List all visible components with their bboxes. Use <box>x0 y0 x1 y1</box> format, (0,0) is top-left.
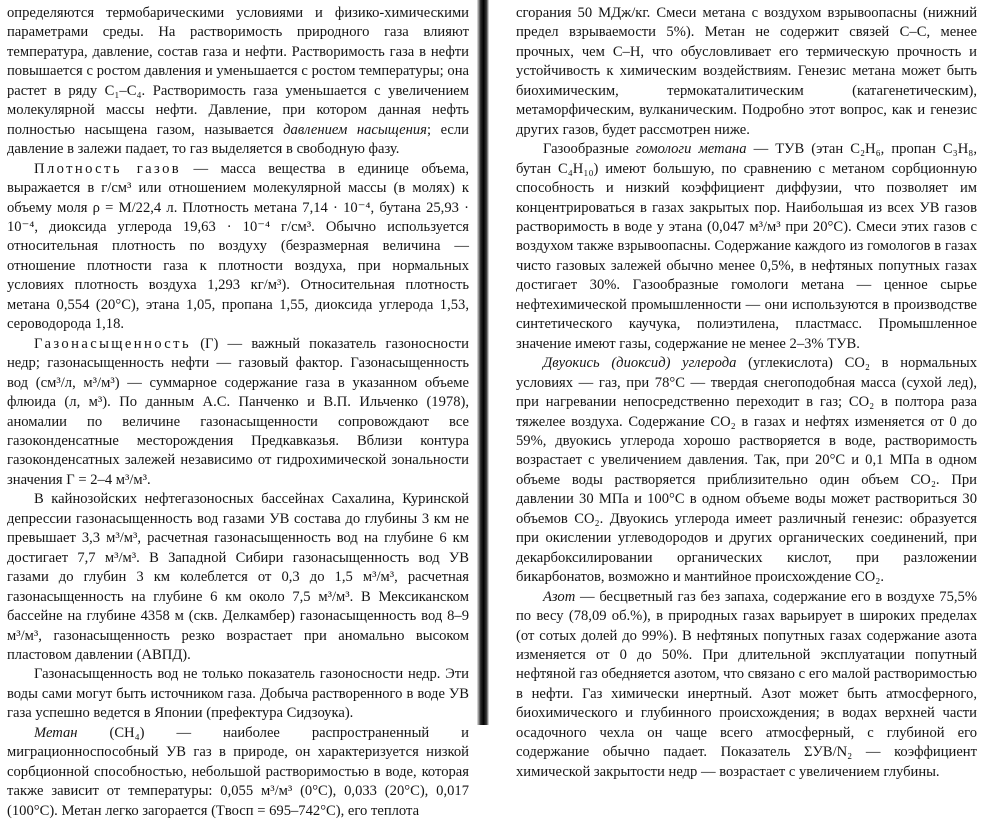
paragraph <box>7 724 469 821</box>
paragraph <box>516 140 977 354</box>
book-gutter-shadow <box>477 0 489 725</box>
paragraph-text: Газообразные <box>543 141 636 158</box>
right-page-column <box>516 4 977 782</box>
paragraph: сгорания 50 МДж/кг. Смеси метана с воздухом взрывоопасны (нижний предел взрываемости 5%). Метан не содержит связей С–С, менее прочных, чем С–Н, что обусловливает его термическую прочность и устойчивость к химическим воздействиям. Генезис метана может быть биохимическим, термокаталитическим (катагенетическим), метаморфическим, вулканическим. Подробно этот вопрос, как и генезис других газов, будет рассмотрен ниже. <box>516 5 977 138</box>
paragraph: Газонасыщенность вод не только показатель газоносности недр. Эти воды сами могут быть источником газа. Добыча растворенного в воде УВ газа успешно ведется в Японии (префектура Сидзоука). <box>7 666 469 722</box>
paragraph <box>516 588 977 783</box>
paragraph-text: — ТУВ (этан C₂H₆, пропан C₃H₈, бутан C₄H₁₀) имеют большую, по сравнению с метаном сорбционную способность и низкий коэффициент диффузии, что позволяет им концентрироваться в газах закрытых пор. Наибольшая из всех УВ газов растворимость в воде у этана (0,047 м³/м³ при 20°С). Смеси этих газов с воздухом также взрывоопасны. Содержание каждого из гомологов в газах чисто газовых залежей обычно менее 0,5%, в нефтяных попутных газах достигает 30%. Газообразные гомологи метана — ценное сырье нефтехимической промышленности — они используются в производстве синтетического каучука, полиэтилена, пластмасс. Промышленное значение имеют газы, содержание не менее 2–3% ТУВ. <box>516 141 977 352</box>
term-italic: Азот <box>543 588 576 605</box>
left-page-column <box>7 4 469 821</box>
paragraph-text: ; если давление в залежи падает, то газ выделяется в свободную фазу. <box>7 121 469 158</box>
paragraph <box>7 4 469 160</box>
paragraph <box>516 354 977 587</box>
term-italic: гомологи метана <box>635 141 747 158</box>
term-spaced: Газонасыщенность <box>34 335 192 352</box>
paragraph: В кайнозойских нефтегазоносных бассейнах Сахалина, Куринской депрессии газонасыщенность вод газами УВ состава до глубины 3 км не превышает 3,3 м³/м³, расчетная газонасыщенность вод на глубине 6 км достигает 7,7 м³/м³. В Западной Сибири газонасыщенность вод УВ газами до глубин 3 км колеблется от 0,3 до 1,5 м³/м³, расчетная газонасыщенность на глубине 6 км около 7,5 м³/м³. В Мексиканском бассейне на глубине 4358 м (скв. Делкамбер) газонасыщенность вод 8–9 м³/м³, газонасыщенность резко возрастает при аномально высоком пластовом давлении (АВПД). <box>7 491 469 663</box>
paragraph-text: (CH₄) — наиболее распространенный и миграционноспособный УВ газ в природе, он характеризуется низкой сорбционной способностью, небольшой растворимостью в воде, которая также зависит от температуры: 0,055 м³/м³ (0°С), 0,033 (20°С), 0,017 (100°С). Метан легко загорается (Tвосп = 695–742°С), его теплота <box>7 724 469 819</box>
term-spaced: Плотность газов <box>34 160 182 177</box>
term-italic: давлением насыщения <box>283 121 427 138</box>
paragraph-text: — бесцветный газ без запаха, содержание его в воздухе 75,5% по весу (78,09 об.%), в природных газах варьирует в широких пределах (от сотых долей до 99%). В нефтяных попутных газах содержание азота изменяется от 0 до 50%. При длительной эксплуатации попутный нефтяной газ обедняется азотом, что связано с его малой растворимостью в нефти. Газ химически инертный. Азот может быть атмосферного, биохимического и глубинного происхождения; в водах верхней части осадочного чехла он чаще всего атмосферный, с глубиной его содержание обычно падает. Показатель ΣУВ/N₂ — коэффициент химической закрытости недр — возрастает с увеличением глубины. <box>516 588 977 780</box>
term-italic: Двуокись (диоксид) углерода <box>543 355 737 372</box>
term-italic: Метан <box>34 724 78 741</box>
paragraph <box>7 335 469 491</box>
paragraph-text: (Г) — важный показатель газоносности недр; газонасыщенность нефти — газовый фактор. Газонасыщенность вод (см³/л, м³/м³) — суммарное содержание газа в указанном объеме флюида (л, м³). По данным А.С. Панченко и В.П. Ильченко (1978), аномалии по величине газонасыщенности сопровождают все газоконденсатные месторождения Предкавказья. Вблизи контура газоконденсатных залежей независимо от гидрохимической зональности значения Г = 2–4 м³/м³. <box>7 335 469 488</box>
paragraph-text: (углекислота) CO₂ в нормальных условиях — газ, при 78°С — твердая снегоподобная масса (сухой лед), при нагревании непосредственно переходит в газ; CO₂ в полтора раза тяжелее воздуха. Содержание CO₂ в газах и нефтях изменяется от 0 до 59%, двуокись углерода хорошо растворяется в воде, растворимость возрастает с увеличением давления. Так, при 20°С и 0,1 МПа в одном объеме воды растворяется приблизительно один объем CO₂. При давлении 30 МПа и 100°С в одном объеме воды может раствориться 30 объемов CO₂. Двуокись углерода имеет различный генезис: образуется при окислении углеводородов и других органических соединений, при декарбоксилировании органических кислот, при разложении бикарбонатов, возможно и мантийное происхождение CO₂. <box>516 355 977 586</box>
paragraph-text: — масса вещества в единице объема, выражается в г/см³ или отношением молекулярной массы (в молях) к объему моля ρ = M/22,4 л. Плотность метана 7,14 · 10⁻⁴, бутана 25,93 · 10⁻⁴, диоксида углерода 19,63 · 10⁻⁴ г/см³. Обычно используется относительная плотность по воздуху (безразмерная величина — отношение плотности газа к плотности воздуха, при нормальных условиях плотность воздуха 1,293 кг/м³). Относительная плотность метана 0,554 (20°С), этана 1,05, пропана 1,55, диоксида углерода 1,53, сероводорода 1,18. <box>7 160 470 333</box>
paragraph-text: определяются термобарическими условиями и физико-химическими параметрами среды. На растворимость природного газа влияют температура, давление, состав газа и нефти. Растворимость газа в нефти повышается с ростом давления и уменьшается с ростом температуры; она растет в ряду C₁–C₄. Растворимость газа уменьшается с увеличением молекулярной массы нефти. Давление, при котором данная нефть полностью насыщена газом, называется <box>7 5 469 138</box>
paragraph <box>7 160 469 335</box>
